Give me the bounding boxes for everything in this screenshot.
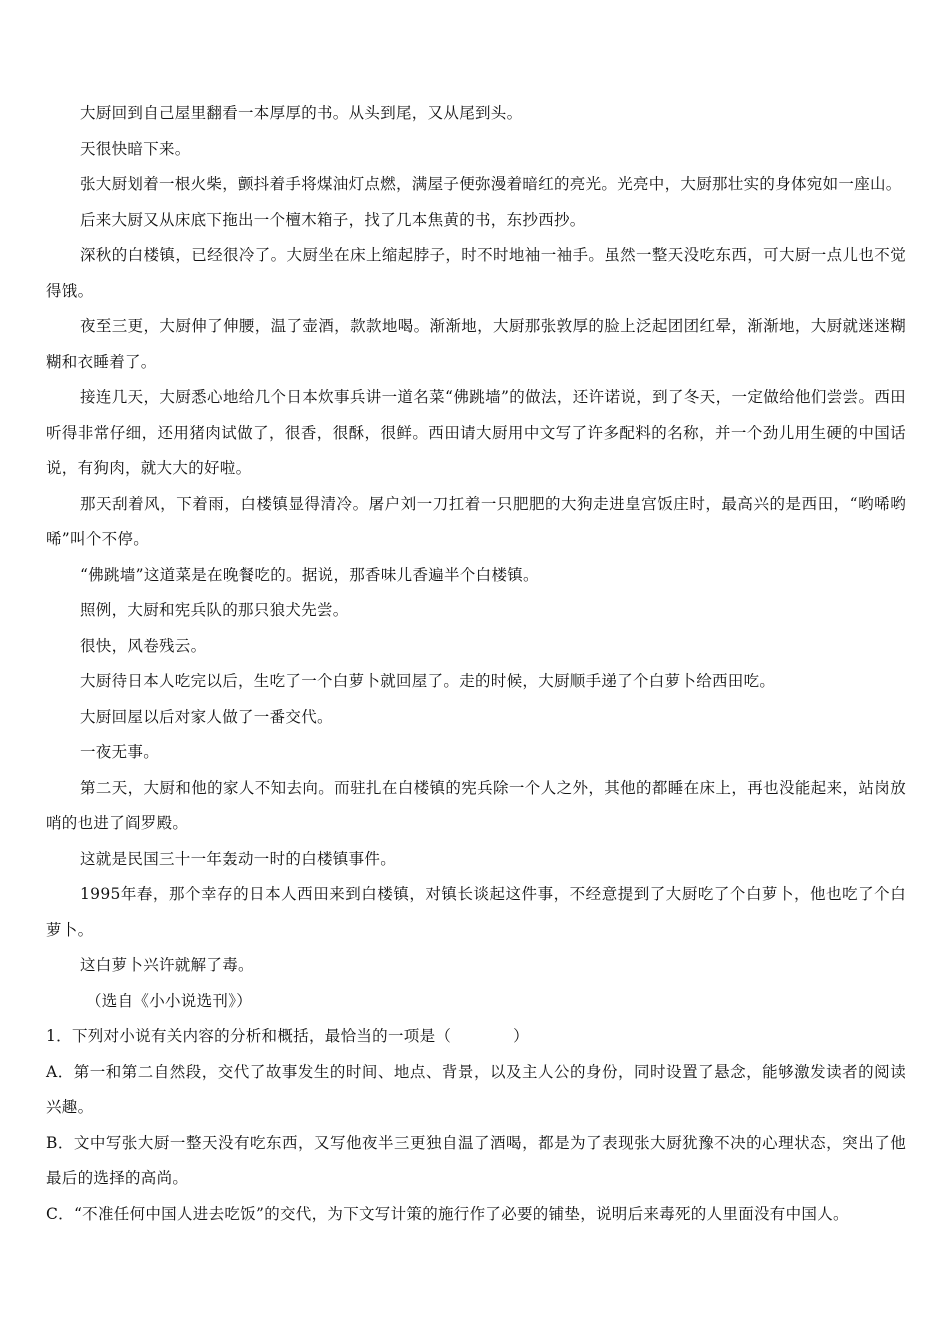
story-paragraph-1: 大厨回到自己屋里翻看一本厚厚的书。从头到尾，又从尾到头。 (80, 104, 523, 122)
story-paragraph-3: 张大厨划着一根火柴，颤抖着手将煤油灯点燃，满屋子便弥漫着暗红的亮光。光亮中，大厨那壮实的身体宛如一座山。 (80, 175, 902, 193)
story-paragraph-15: 第二天，大厨和他的家人不知去向。而驻扎在白楼镇的宪兵除一个人之外，其他的都睡在床上，再也没能起来，站岗放哨的也进了阎罗殿。 (46, 778, 906, 832)
question-1-stem (46, 1019, 906, 1055)
source-citation: （选自《小小说选刊》） (86, 991, 253, 1010)
option-a[interactable]: A．第一和第二自然段，交代了故事发生的时间、地点、背景，以及主人公的身份，同时设置了悬念，能够激发读者的阅读兴趣。 (46, 1062, 906, 1116)
story-paragraph-9: “佛跳墙”这道菜是在晚餐吃的。据说，那香味儿香遍半个白楼镇。 (80, 565, 539, 584)
story-paragraph-14: 一夜无事。 (80, 743, 160, 761)
option-b[interactable]: B．文中写张大厨一整天没有吃东西，又写他夜半三更独自温了酒喝，都是为了表现张大厨犹豫不决的心理状态，突出了他最后的选择的高尚。 (46, 1133, 906, 1187)
story-paragraph-18: 这白萝卜兴许就解了毒。 (80, 956, 254, 974)
story-paragraph-16: 这就是民国三十一年轰动一时的白楼镇事件。 (80, 849, 397, 868)
question-stem-text: 1．下列对小说有关内容的分析和概括，最恰当的一项是（ (46, 1027, 452, 1045)
story-paragraph-11: 很快，风卷残云。 (80, 636, 207, 655)
option-c[interactable]: C．“不准任何中国人进去吃饭”的交代，为下文写计策的施行作了必要的铺垫，说明后来毒死的人里面没有中国人。 (46, 1204, 849, 1223)
story-paragraph-13: 大厨回屋以后对家人做了一番交代。 (80, 707, 333, 726)
story-paragraph-7: 接连几天，大厨悉心地给几个日本炊事兵讲一道名菜“佛跳墙”的做法，还许诺说，到了冬天，一定做给他们尝尝。西田听得非常仔细，还用猪肉试做了，很香，很酥，很鲜。西田请大厨用中文写了许多配料的名称，并一个劲儿用生硬的中国话说，有狗肉，就大大的好啦。 (46, 388, 906, 477)
story-paragraph-8: 那天刮着风，下着雨，白楼镇显得清冷。屠户刘一刀扛着一只肥肥的大狗走进皇宫饭庄时，最高兴的是西田，“哟唏哟唏”叫个不停。 (46, 494, 906, 548)
story-paragraph-10: 照例，大厨和宪兵队的那只狼犬先尝。 (80, 601, 349, 619)
story-paragraph-12: 大厨待日本人吃完以后，生吃了一个白萝卜就回屋了。走的时候，大厨顺手递了个白萝卜给西田吃。 (80, 672, 776, 690)
story-paragraph-4: 后来大厨又从床底下拖出一个檀木箱子，找了几本焦黄的书，东抄西抄。 (80, 210, 586, 229)
story-paragraph-5: 深秋的白楼镇，已经很冷了。大厨坐在床上缩起脖子，时不时地袖一袖手。虽然一整天没吃东西，可大厨一点儿也不觉得饿。 (46, 246, 906, 300)
story-paragraph-6: 夜至三更，大厨伸了伸腰，温了壶酒，款款地喝。渐渐地，大厨那张敦厚的脸上泛起团团红晕，渐渐地，大厨就迷迷糊糊和衣睡着了。 (46, 317, 906, 371)
question-stem-close: ） (513, 1027, 529, 1045)
story-paragraph-17: 1995年春，那个幸存的日本人西田来到白楼镇，对镇长谈起这件事，不经意提到了大厨吃了个白萝卜，他也吃了个白萝卜。 (46, 885, 906, 939)
story-paragraph-2: 天很快暗下来。 (80, 139, 191, 158)
